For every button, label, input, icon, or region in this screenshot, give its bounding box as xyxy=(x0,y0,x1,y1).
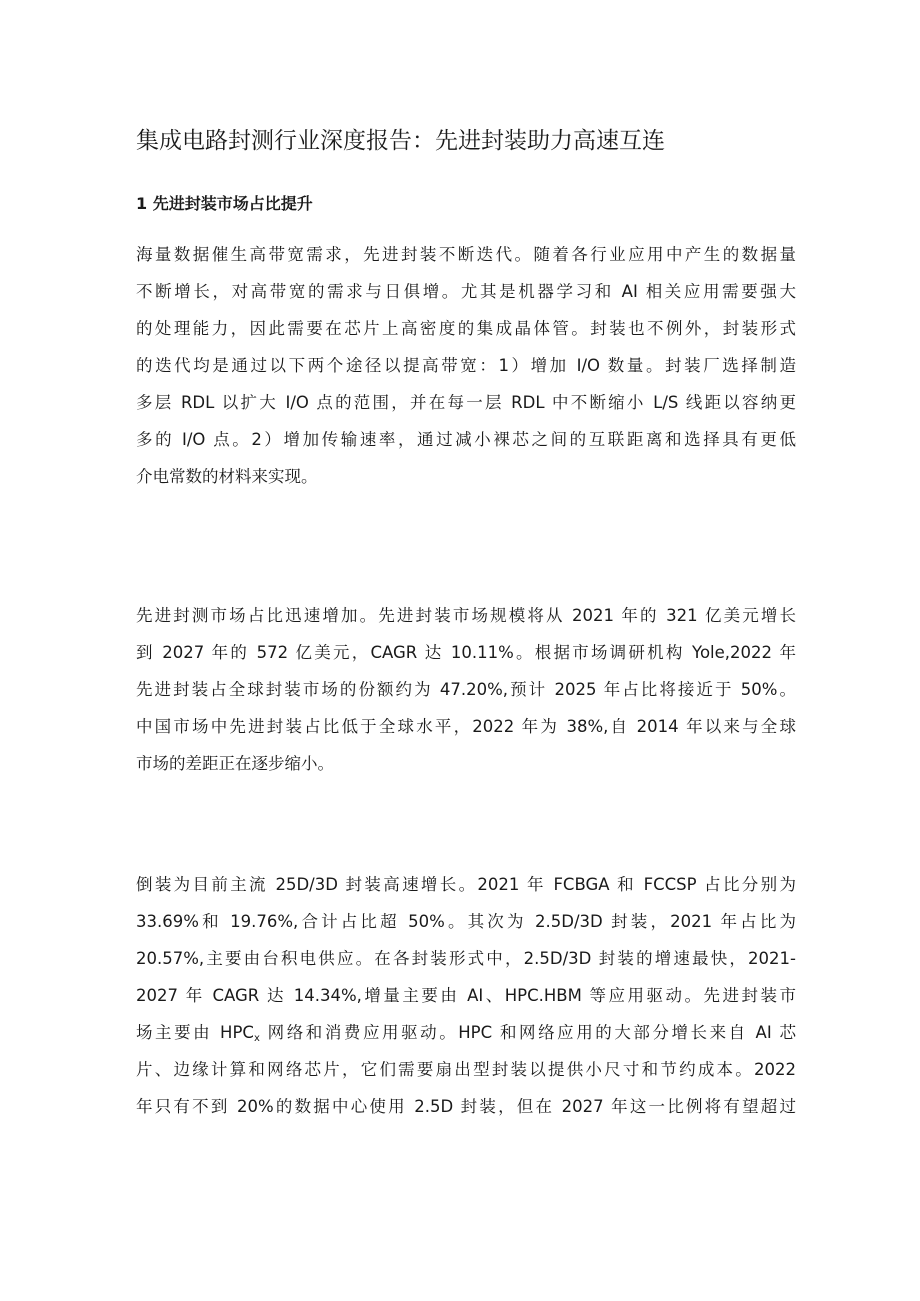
text-line: 多的 I/O 点。2）增加传输速率，通过减小裸芯之间的互联距离和选择具有更低 xyxy=(136,430,796,449)
paragraph-3 xyxy=(136,866,796,1125)
text-line: 年只有不到 20%的数据中心使用 2.5D 封装，但在 2027 年这一比例将有望超过 xyxy=(136,1097,796,1116)
text-line: 20.57%,主要由台积电供应。在各封装形式中，2.5D/3D 封装的增速最快，2021- xyxy=(136,949,796,968)
text-line: 33.69%和 19.76%,合计占比超 50%。其次为 2.5D/3D 封装，2021 年占比为 xyxy=(136,912,796,931)
text-line: 2027 年 CAGR 达 14.34%,增量主要由 AI、HPC.HBM 等应用驱动。先进封装市 xyxy=(136,986,796,1005)
text-segment: 网络和消费应用驱动。HPC 和网络应用的大部分增长来自 AI 芯 xyxy=(259,1023,797,1042)
text-line: 先进封测市场占比迅速增加。先进封装市场规模将从 2021 年的 321 亿美元增长 xyxy=(136,606,796,625)
text-line: 先进封装占全球封装市场的份额约为 47.20%,预计 2025 年占比将接近于 50%。 xyxy=(136,680,796,699)
text-line: 到 2027 年的 572 亿美元，CAGR 达 10.11%。根据市场调研机构 Yole,2022 年 xyxy=(136,643,796,662)
text-line-with-subscript xyxy=(136,1014,796,1051)
text-line: 中国市场中先进封装占比低于全球水平，2022 年为 38%,自 2014 年以来与全球 xyxy=(136,717,796,736)
paragraph-2 xyxy=(136,597,796,782)
text-line: 倒装为目前主流 25D/3D 封装高速增长。2021 年 FCBGA 和 FCCSP 占比分别为 xyxy=(136,875,796,894)
subscript-text: x xyxy=(253,1033,260,1044)
paragraph-1 xyxy=(136,236,796,495)
text-line: 的迭代均是通过以下两个途径以提高带宽：1）增加 I/O 数量。封装厂选择制造 xyxy=(136,356,796,375)
text-line: 不断增长，对高带宽的需求与日俱增。尤其是机器学习和 AI 相关应用需要强大 xyxy=(136,282,796,301)
text-line: 多层 RDL 以扩大 I/O 点的范围，并在每一层 RDL 中不断缩小 L/S 线距以容纳更 xyxy=(136,393,796,412)
text-segment: 场主要由 HPC xyxy=(136,1023,254,1042)
text-line: 的处理能力，因此需要在芯片上高密度的集成晶体管。封装也不例外，封装形式 xyxy=(136,319,796,338)
document-title: 集成电路封测行业深度报告：先进封装助力高速互连 xyxy=(136,128,665,154)
section-heading: 1 先进封装市场占比提升 xyxy=(136,194,313,213)
text-line: 片、边缘计算和网络芯片，它们需要扇出型封装以提供小尺寸和节约成本。2022 xyxy=(136,1060,796,1079)
text-line: 介电常数的材料来实现。 xyxy=(136,467,318,486)
text-line: 市场的差距正在逐步缩小。 xyxy=(136,754,334,773)
text-line: 海量数据催生高带宽需求，先进封装不断迭代。随着各行业应用中产生的数据量 xyxy=(136,245,796,264)
